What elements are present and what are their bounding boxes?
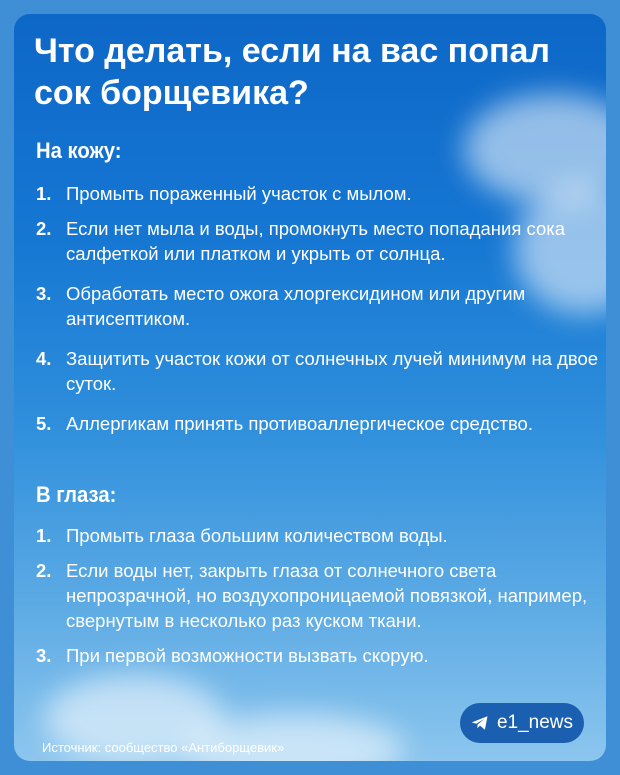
step-text: Промыть глаза большим количеством воды. xyxy=(66,525,448,546)
page-title: Что делать, если на вас попал сок борщевика? xyxy=(34,32,551,112)
step-text: Если воды нет, закрыть глаза от солнечного света непрозрачной, но воздухопроницаемой повязкой, например, свернутым в несколько раз куском ткани. xyxy=(66,560,588,631)
brand-name: e1_news xyxy=(496,712,574,733)
list-item xyxy=(36,346,602,396)
section-heading-eyes: В глаза: xyxy=(36,482,117,507)
step-number: 2. xyxy=(36,218,52,239)
step-number: 2. xyxy=(36,560,52,581)
list-item xyxy=(36,523,602,548)
list-item xyxy=(36,181,602,206)
step-number: 5. xyxy=(36,413,52,434)
list-item xyxy=(36,281,602,331)
step-text: При первой возможности вызвать скорую. xyxy=(66,645,429,666)
list-item xyxy=(36,643,602,668)
telegram-icon xyxy=(471,715,489,731)
step-number: 1. xyxy=(36,525,52,546)
e1-news-badge[interactable] xyxy=(460,703,584,743)
eyes-steps-list xyxy=(36,523,602,668)
list-item xyxy=(36,411,602,436)
list-item xyxy=(36,558,602,633)
step-text: Обработать место ожога хлоргексидином или другим антисептиком. xyxy=(66,283,526,329)
skin-steps-list xyxy=(36,181,602,436)
step-text: Защитить участок кожи от солнечных лучей минимум на двое суток. xyxy=(66,348,599,394)
source-caption: Источник: сообщество «Антиборщевик» xyxy=(42,740,285,755)
step-number: 3. xyxy=(36,645,52,666)
step-number: 4. xyxy=(36,348,52,369)
step-text: Если нет мыла и воды, промокнуть место попадания сока салфеткой или платком и укрыть от солнца. xyxy=(66,218,566,264)
step-text: Промыть пораженный участок с мылом. xyxy=(66,183,412,204)
step-number: 1. xyxy=(36,183,52,204)
step-number: 3. xyxy=(36,283,52,304)
section-heading-skin: На кожу: xyxy=(36,138,122,163)
infographic-card xyxy=(14,14,606,761)
list-item xyxy=(36,216,602,266)
step-text: Аллергикам принять противоаллергическое средство. xyxy=(66,413,533,434)
